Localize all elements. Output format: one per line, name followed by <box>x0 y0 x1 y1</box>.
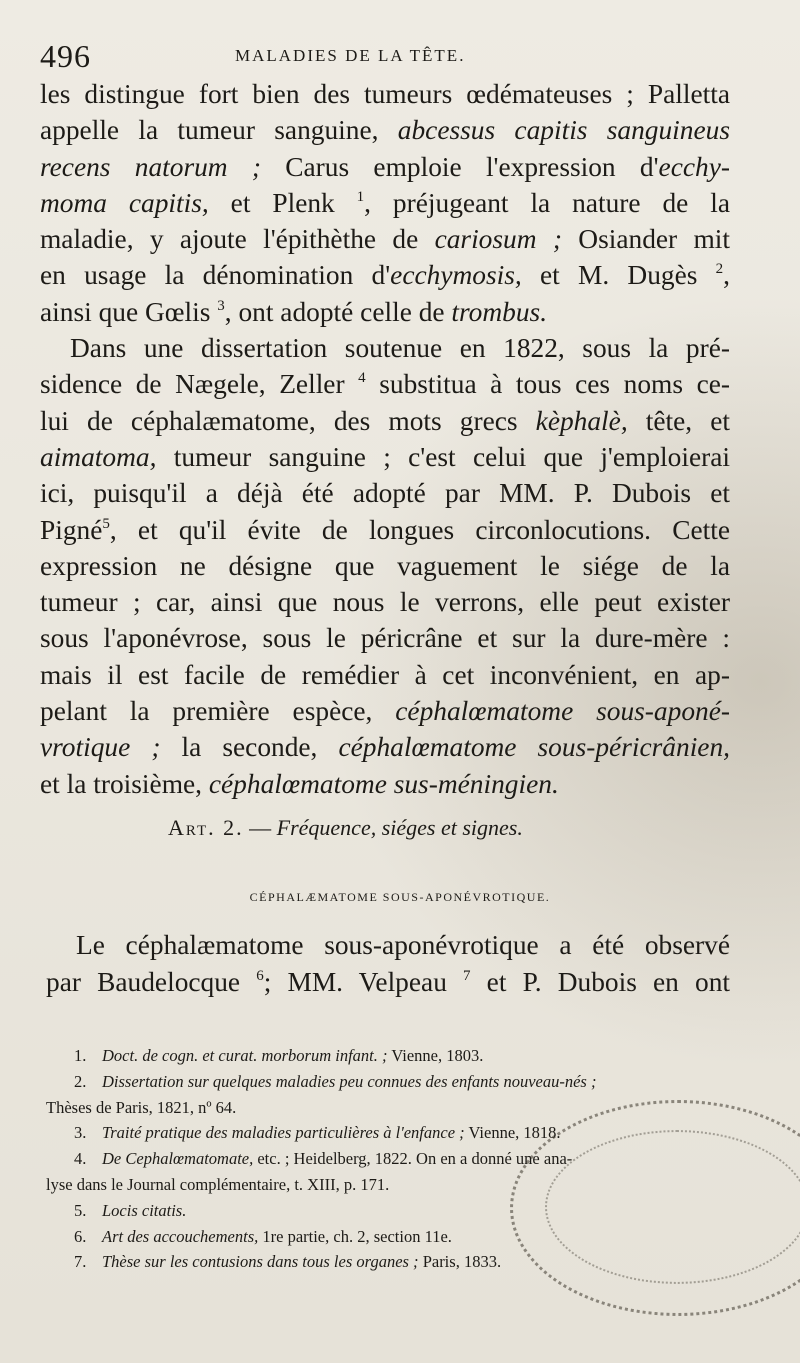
footnote-ref: 2 <box>715 261 724 278</box>
footnote: 2. Dissertation sur quelques maladies peu connues des enfants nouveau-nés ; <box>74 1071 597 1091</box>
section-subheading: CÉPHALÆMATOME SOUS-APONÉVROTIQUE. <box>249 890 551 904</box>
footnote-ref: 1 <box>356 188 365 205</box>
paragraph-1: les distingue fort bien des tumeurs œdémateuses ; Palletta appelle la tumeur sanguine, abcessus capitis sanguineus recens natorum ; Carus emploie l'expression d'ecchy- moma capitis, et Plenk $^1$, préjugeant la nature de la maladie, y ajoute l'épithèthe de cariosum ; Osiander mit en usage la dénomination d'ecchymosis, et M. Dugès $^2$, ainsi que Gœlis $^3$, ont adopté celle de trombus. <box>40 79 731 327</box>
footnote-continuation: Thèses de Paris, 1821, nº 64. <box>46 1097 237 1117</box>
running-title: MALADIES DE LA TÊTE. <box>235 46 466 65</box>
footnote: 1. Doct. de cogn. et curat. morborum infant. ; Vienne, 1803. <box>74 1046 484 1065</box>
page-number: 496 <box>40 38 91 74</box>
footnote: 6. Art des accouchements, 1re partie, ch. 2, section 11e. <box>74 1226 452 1246</box>
article-label: Art. 2. <box>168 815 244 840</box>
footnote-ref: 3 <box>217 297 225 314</box>
footnote: 7. Thèse sur les contusions dans tous les organes ; Paris, 1833. <box>74 1252 502 1272</box>
footnote-continuation: lyse dans le Journal complémentaire, t. XIII, p. 171. <box>46 1174 390 1194</box>
footnote-ref: 4 <box>358 370 366 387</box>
body-text <box>40 76 730 802</box>
article-heading: Art. 2. — Fréquence, siéges et signes. <box>168 815 523 840</box>
footnote-ref: 5 <box>102 515 110 532</box>
paragraph-2: Dans une dissertation soutenue en 1822, sous la pré- sidence de Nægele, Zeller $^4$ substitua à tous ces noms ce- lui de céphalæmatome, des mots grecs kèphalè, tête, et aimatoma, tumeur sanguine ; c'est celui que j'emploierai ici, puisqu'il a déjà été adopté par MM. P. Dubois et Pigné$^5$, et qu'il évite de longues circonlocutions. Cette expression ne désigne que vaguement le siége de la tumeur ; car, ainsi que nous le verrons, elle peut exister sous l'aponévrose, sous le péricrâne et sur la dure-mère : mais il est facile de remédier à cet inconvénient, en ap- pelant la première espèce, céphalœmatome sous-aponé- vrotique ; la seconde, céphalœmatome sous-péricrânien, et la troisième, céphalœmatome sus-méningien. <box>40 333 731 799</box>
article-title: Fréquence, siéges et signes. <box>276 815 523 840</box>
footnote: 5. Locis citatis. <box>74 1200 187 1220</box>
footnote-ref: 6 <box>256 967 264 984</box>
footnote-ref: 7 <box>463 967 471 984</box>
footnote: 4. De Cephalœmatomate, etc. ; Heidelberg, 1822. On en a donné une ana- <box>74 1149 573 1169</box>
paragraph-3: Le céphalæmatome sous-aponévrotique a été observé par Baudelocque $^6$; MM. Velpeau $^7$ et P. Dubois en ont <box>46 930 730 997</box>
footnote: 3. Traité pratique des maladies particulières à l'enfance ; Vienne, 1818. <box>74 1123 561 1143</box>
library-stamp-inner-ring <box>545 1130 800 1284</box>
